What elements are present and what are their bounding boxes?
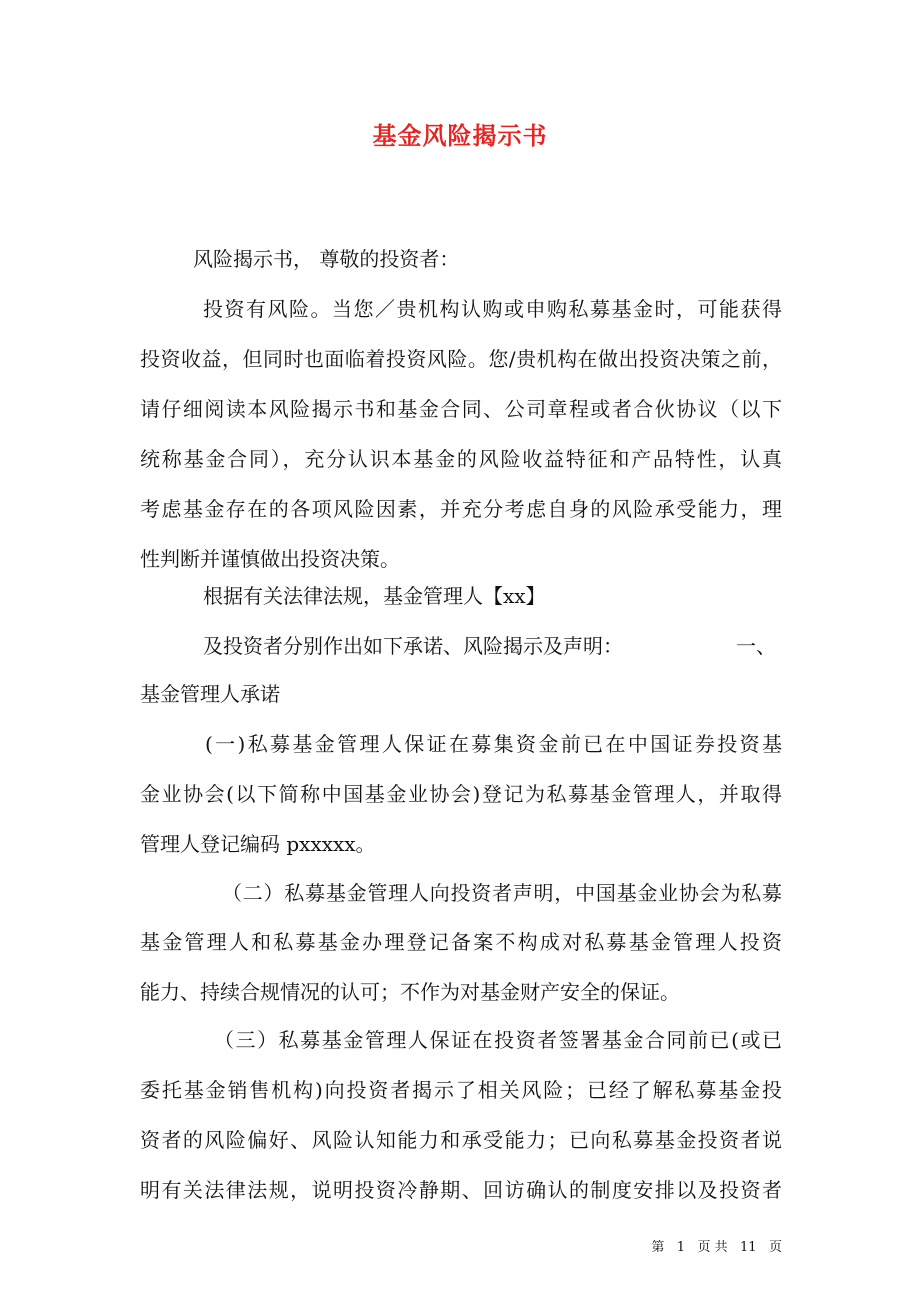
text-line-9: 及投资者分别作出如下承诺、风险揭示及声明：	[203, 634, 623, 658]
text-line-17: 委托基金销售机构)向投资者揭示了相关风险；已经了解私募基金投	[140, 1078, 782, 1102]
text-line-18: 资者的风险偏好、风险认知能力和承受能力；已向私募基金投资者说	[140, 1128, 782, 1152]
text-line-16: （三）私募基金管理人保证在投资者签署基金合同前已(或已	[214, 1028, 782, 1052]
document-title: 基金风险揭示书	[372, 121, 548, 150]
text-line-4: 请仔细阅读本风险揭示书和基金合同、公司章程或者合伙协议（以下	[140, 397, 782, 421]
footer-current-page: 1	[676, 1240, 686, 1255]
footer-prefix: 第	[651, 1240, 665, 1255]
text-line-7: 性判断并谨慎做出投资决策。	[140, 547, 400, 571]
text-line-1: 风险揭示书， 尊敬的投资者：	[193, 247, 460, 271]
text-line-14: 基金管理人和私募基金办理登记备案不构成对私募基金管理人投资	[140, 930, 782, 954]
page-footer	[0, 1236, 782, 1255]
text-line-19: 明有关法律法规，说明投资冷静期、回访确认的制度安排以及投资者	[140, 1178, 782, 1202]
text-line-3: 投资收益，但同时也面临着投资风险。您/贵机构在做出投资决策之前，	[140, 347, 782, 371]
text-line-5: 统称基金合同），充分认识本基金的风险收益特征和产品特性，认真	[140, 447, 782, 471]
text-line-13: （二）私募基金管理人向投资者声明，中国基金业协会为私募	[222, 881, 782, 905]
footer-middle: 页 共	[697, 1240, 728, 1255]
section-number-1: 一、	[736, 634, 776, 658]
text-line-6: 考虑基金存在的各项风险因素，并充分考虑自身的风险承受能力，理	[140, 497, 782, 521]
text-line-10: (一)私募基金管理人保证在募集资金前已在中国证券投资基	[205, 732, 782, 756]
text-line-8: 根据有关法律法规，基金管理人【xx】	[203, 584, 546, 608]
footer-total-pages: 11	[740, 1240, 757, 1255]
text-line-15: 能力、持续合规情况的认可；不作为对基金财产安全的保证。	[140, 980, 680, 1004]
text-line-11: 金业协会(以下简称中国基金业协会)登记为私募基金管理人，并取得	[140, 782, 782, 806]
text-line-12: 管理人登记编码 pxxxxx。	[140, 832, 376, 856]
footer-suffix: 页	[768, 1240, 782, 1255]
section-heading-1: 基金管理人承诺	[140, 682, 280, 706]
text-line-2: 投资有风险。当您／贵机构认购或申购私募基金时，可能获得	[203, 297, 782, 321]
